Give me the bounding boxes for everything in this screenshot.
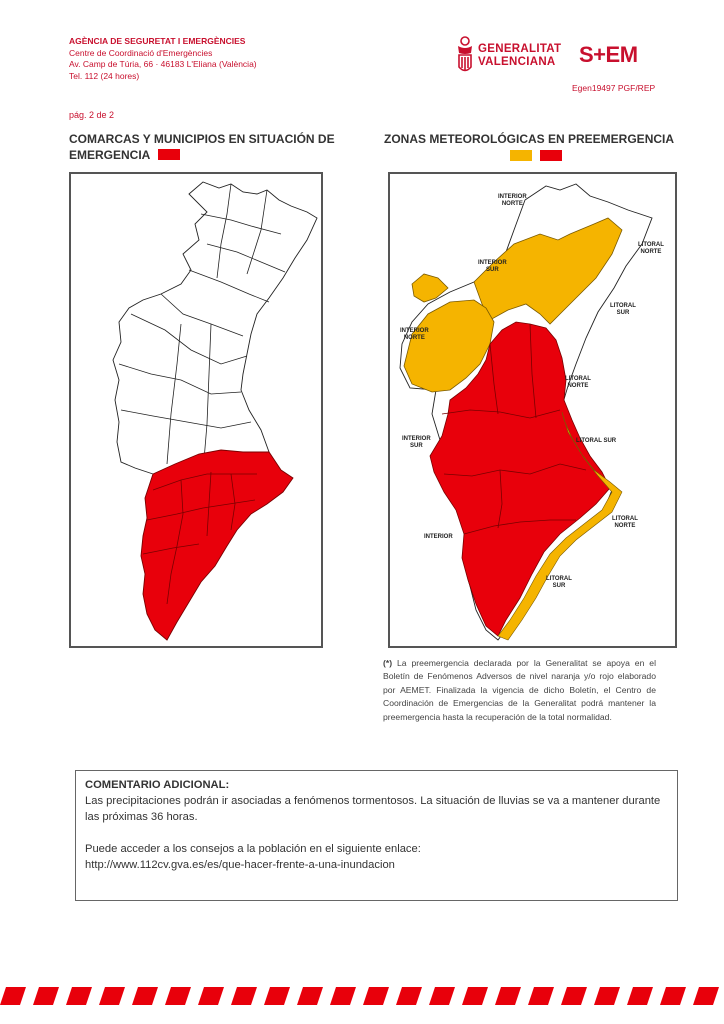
agency-address: Av. Camp de Túria, 66 · 46183 L'Eliana (València) xyxy=(69,59,257,69)
left-emergency-map xyxy=(69,172,323,648)
coordination-center: Centre de Coordinació d'Emergències xyxy=(69,47,213,58)
zone-label: INTERIOR NORTE xyxy=(400,328,429,341)
zone-label: INTERIOR xyxy=(424,534,453,540)
zone-label: INTERIOR NORTE xyxy=(498,194,527,207)
agency-header xyxy=(69,36,257,82)
zone-label: INTERIOR SUR xyxy=(478,260,507,273)
comment-text: Las precipitaciones podrán ir asociadas a fenómenos tormentosos. La situación de lluvias se va a mantener durante las próximas 36 horas. xyxy=(85,795,661,823)
left-map-title-line2: EMERGENCIA xyxy=(69,148,151,162)
generalitat-logo xyxy=(454,36,566,78)
preemergency-red-swatch xyxy=(540,150,562,161)
right-weather-zones-map xyxy=(388,172,677,648)
comment-link-intro: Puede acceder a los consejos a la población en el siguiente enlace: xyxy=(85,843,421,855)
document-reference: Egen19497 PGF/REP xyxy=(572,83,656,93)
left-map-title-line1: COMARCAS Y MUNICIPIOS EN SITUACIÓN DE xyxy=(69,132,335,146)
zone-label: LITORAL NORTE xyxy=(612,516,638,529)
comment-title: COMENTARIO ADICIONAL: xyxy=(85,779,230,791)
agency-phone: Tel. 112 (24 hores) xyxy=(69,70,140,81)
emergency-red-swatch xyxy=(158,149,180,160)
agency-name: AGÈNCIA DE SEGURETAT I EMERGÈNCIES xyxy=(69,36,246,46)
additional-comment-box xyxy=(75,770,678,901)
right-map-title xyxy=(384,131,674,164)
gv-logo-line2: VALENCIANA xyxy=(478,55,556,68)
zone-label: LITORAL SUR xyxy=(576,438,617,444)
note-text: La preemergencia declarada por la Generalitat se apoya en el Boletín de Fenómenos Adversos de nivel naranja y/o rojo elaborado por AEMET. Finalizada la vigencia de dicho Boletín, el Centro de Coordinación de Emergencias de la Generalitat podrá mantener la preemergencia hasta la recuperación de la total normalidad. xyxy=(383,658,656,722)
zone-label: INTERIOR SUR xyxy=(402,436,431,449)
zone-label: LITORAL NORTE xyxy=(565,376,591,389)
preemergency-orange-swatch xyxy=(510,150,532,161)
preemergency-note xyxy=(383,657,656,724)
gv-logo-line1: GENERALITAT xyxy=(478,43,562,55)
weather-zones-map xyxy=(390,174,675,646)
right-map-title-text: ZONAS METEOROLÓGICAS EN PREEMERGENCIA xyxy=(384,132,675,146)
left-map-title xyxy=(69,131,335,163)
coat-of-arms-icon xyxy=(454,36,476,78)
footer-stripes xyxy=(0,987,724,1005)
zone-label: LITORAL SUR xyxy=(546,576,572,589)
region-map-comarcas xyxy=(71,174,321,646)
zone-label: LITORAL SUR xyxy=(610,303,636,316)
advice-link[interactable]: http://www.112cv.gva.es/es/que-hacer-frente-a-una-inundacion xyxy=(85,859,395,871)
zone-label: LITORAL NORTE xyxy=(638,242,664,255)
note-marker: (*) xyxy=(383,658,393,668)
sem-logo: S+EM xyxy=(579,42,638,67)
page-number: pág. 2 de 2 xyxy=(69,110,115,120)
